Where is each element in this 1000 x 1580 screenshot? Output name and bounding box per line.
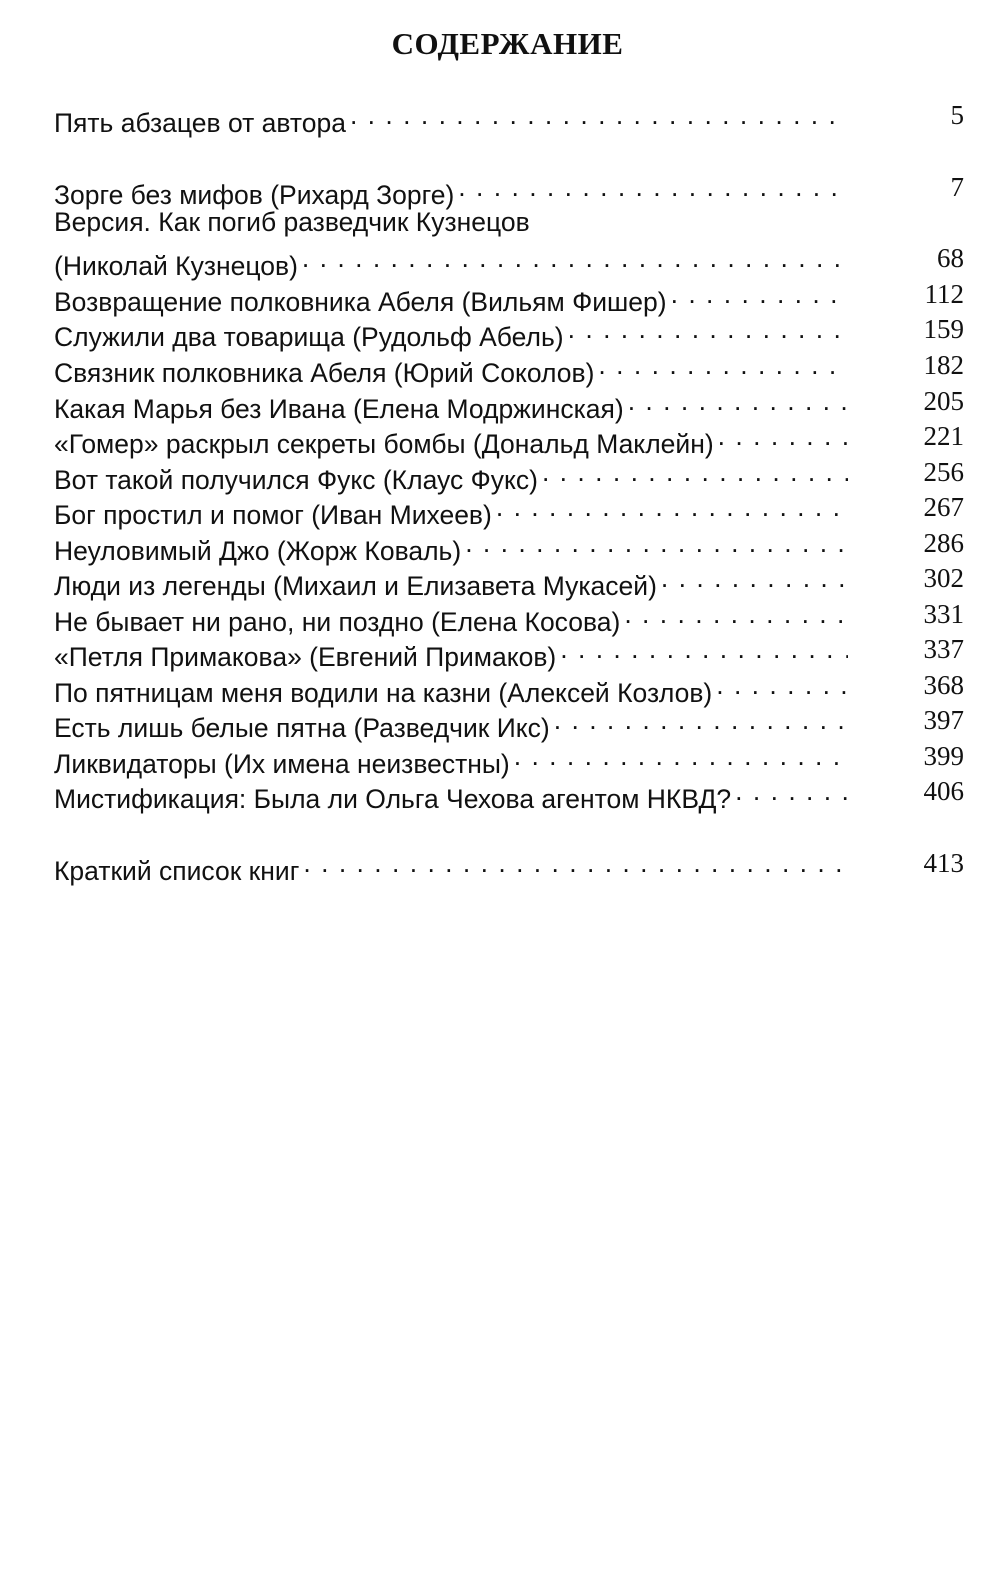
dot-leader <box>542 455 848 489</box>
toc-entry-title: Мистификация: Была ли Ольга Чехова агентом НКВД? <box>54 784 732 814</box>
toc-entry <box>54 668 964 708</box>
toc-entry-author-preface <box>54 98 964 138</box>
toc-entry-page: 413 <box>923 848 964 878</box>
toc-entry <box>54 419 964 459</box>
toc-entry-title-line1: Версия. Как погиб разведчик Кузнецов <box>54 207 530 237</box>
toc-entry-bibliography <box>54 846 964 886</box>
toc-entry <box>54 774 964 814</box>
toc-entry-page: 331 <box>923 599 964 629</box>
toc-entry-page: 256 <box>923 457 964 487</box>
toc-entry <box>54 205 964 281</box>
dot-leader <box>458 170 848 204</box>
toc-entry-page: 267 <box>923 492 964 522</box>
toc-entry-page: 5 <box>950 100 964 130</box>
toc-entry-title: «Петля Примакова» (Евгений Примаков) <box>54 642 557 672</box>
toc-entry-page: 68 <box>937 243 964 273</box>
toc-entry-title: (Николай Кузнецов) <box>54 251 298 281</box>
toc-entry-page: 286 <box>923 528 964 558</box>
toc-entry-page: 182 <box>923 350 964 380</box>
toc-entry-page: 399 <box>923 741 964 771</box>
dot-leader <box>671 277 848 311</box>
toc-entry-title: Пять абзацев от автора <box>54 108 346 138</box>
dot-leader <box>302 241 848 275</box>
toc-entry-title: Люди из легенды (Михаил и Елизавета Мукасей) <box>54 571 657 601</box>
dot-leader <box>465 526 848 560</box>
toc-entry <box>54 561 964 601</box>
dot-leader <box>598 348 848 382</box>
toc-entry-title: Связник полковника Абеля (Юрий Соколов) <box>54 358 595 388</box>
toc-entry-page: 406 <box>923 776 964 806</box>
toc-entry-title: «Гомер» раскрыл секреты бомбы (Дональд Маклейн) <box>54 429 714 459</box>
dot-leader <box>568 312 848 346</box>
toc-entry-page: 337 <box>923 634 964 664</box>
page-title: СОДЕРЖАНИЕ <box>391 26 624 61</box>
toc-entry <box>54 526 964 566</box>
toc-entry <box>54 170 964 210</box>
toc-entry-title: Возвращение полковника Абеля (Вильям Фишер) <box>54 287 667 317</box>
toc-entry <box>54 490 964 530</box>
toc-entry <box>54 739 964 779</box>
toc-entry <box>54 348 964 388</box>
toc-entry <box>54 384 964 424</box>
toc-entry-title: По пятницам меня водили на казни (Алексей Козлов) <box>54 678 713 708</box>
toc-entry-title: Вот такой получился Фукс (Клаус Фукс) <box>54 465 538 495</box>
toc-entry-title: Зорге без мифов (Рихард Зорге) <box>54 180 455 210</box>
dot-leader <box>716 668 848 702</box>
dot-leader <box>661 561 848 595</box>
dot-leader <box>303 846 848 880</box>
dot-leader <box>350 98 848 132</box>
toc-entry-page: 7 <box>950 172 964 202</box>
toc-entry-page: 302 <box>923 563 964 593</box>
toc-entry <box>54 597 964 637</box>
toc-entry-title: Не бывает ни рано, ни поздно (Елена Косова) <box>54 607 621 637</box>
toc-entry <box>54 312 964 352</box>
toc-entry-page: 368 <box>923 670 964 700</box>
toc-entry-title: Ликвидаторы (Их имена неизвестны) <box>54 749 510 779</box>
toc-entry <box>54 455 964 495</box>
dot-leader <box>560 632 848 666</box>
toc-entry-page: 112 <box>924 279 964 309</box>
toc-entry-title: Краткий список книг <box>54 856 300 886</box>
toc-entry <box>54 632 964 672</box>
dot-leader <box>735 774 848 808</box>
dot-leader <box>514 739 848 773</box>
dot-leader <box>718 419 848 453</box>
toc-entry-title: Есть лишь белые пятна (Разведчик Икс) <box>54 713 550 743</box>
toc-entry-title: Какая Марья без Ивана (Елена Модржинская) <box>54 394 624 424</box>
toc-entry-page: 397 <box>923 705 964 735</box>
toc-entry <box>54 277 964 317</box>
dot-leader <box>624 597 848 631</box>
toc-entry-title: Неуловимый Джо (Жорж Коваль) <box>54 536 462 566</box>
toc-entry-title: Бог простил и помог (Иван Михеев) <box>54 500 492 530</box>
dot-leader <box>496 490 848 524</box>
toc-entry-page: 221 <box>923 421 964 451</box>
dot-leader <box>554 703 848 737</box>
toc-entry-page: 205 <box>923 386 964 416</box>
dot-leader <box>628 384 848 418</box>
toc-entry <box>54 703 964 743</box>
toc-entry-title: Служили два товарища (Рудольф Абель) <box>54 322 564 352</box>
toc-entry-page: 159 <box>923 314 964 344</box>
